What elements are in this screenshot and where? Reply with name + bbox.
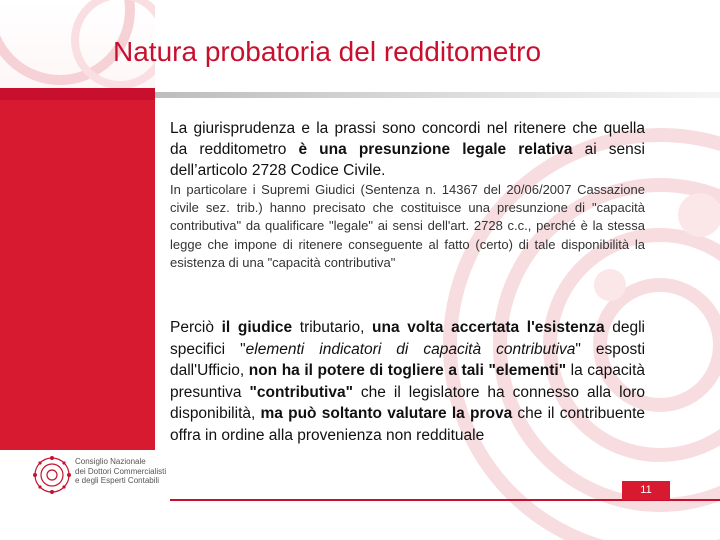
intro-text-bold: è una presunzione legale relativa [298, 141, 573, 158]
conclusion-s1: Perciò [170, 319, 222, 336]
conclusion-s6: elementi indicatori di capacità contributiva [245, 340, 576, 358]
slide-title: Natura probatoria del redditometro [113, 36, 542, 67]
logo-line-2: dei Dottori Commercialisti [75, 466, 167, 476]
conclusion-s7: " esposti dall'Ufficio, [170, 340, 646, 379]
logo-line-3: e degli Esperti Contabili [75, 476, 160, 485]
conclusion-s2: il giudice [221, 319, 293, 336]
intro-text-a: La giurisprudenza e la prassi sono concordi nel ritenere che quella da redditometro [170, 120, 645, 158]
conclusion-s9: la capacità presuntiva [170, 362, 645, 401]
page-number: 11 [622, 481, 670, 500]
header-bar-grey-segment [155, 92, 720, 98]
logo-line-1: Consiglio Nazionale [75, 457, 146, 466]
conclusion-s10: "contributiva" [249, 383, 353, 401]
conclusion-s5: degli specifici " [170, 319, 645, 358]
paragraph-conclusion [170, 317, 645, 446]
conclusion-s11: che il legislatore ha connesso alla loro disponibilità, [170, 383, 645, 422]
header-bar [0, 88, 720, 100]
paragraph-intro [170, 118, 645, 181]
conclusion-s3: tributario, [292, 319, 373, 336]
cndcec-logo [30, 451, 170, 499]
header-bar-red-segment [0, 88, 155, 100]
logo-text [75, 457, 166, 486]
conclusion-s13: che il contribuente offra in ordine alla provenienza non reddituale [170, 405, 646, 444]
cndcec-emblem-icon [32, 455, 72, 495]
left-red-block [0, 100, 155, 450]
intro-text-c: ai sensi dell’articolo 2728 Codice Civile. [170, 141, 645, 179]
paragraph-jurisprudence: In particolare i Supremi Giudici (Sentenza n. 14367 del 20/06/2007 Cassazione civile sez. trib.) hanno precisato che costituisce una presunzione di "capacità contributiva" da qualificare "legale" ai sensi dell'art. 2728 c.c., perché è la stessa legge che impone di ritenere conseguente al fatto (certo) di tale disponibilità la esistenza di una "capacità contributiva" [170, 182, 645, 270]
conclusion-s4: una volta accertata l'esistenza [372, 319, 605, 336]
conclusion-s12: ma può soltanto valutare la prova [260, 405, 513, 422]
conclusion-s8: non ha il potere di togliere a tali "elementi" [248, 362, 567, 379]
